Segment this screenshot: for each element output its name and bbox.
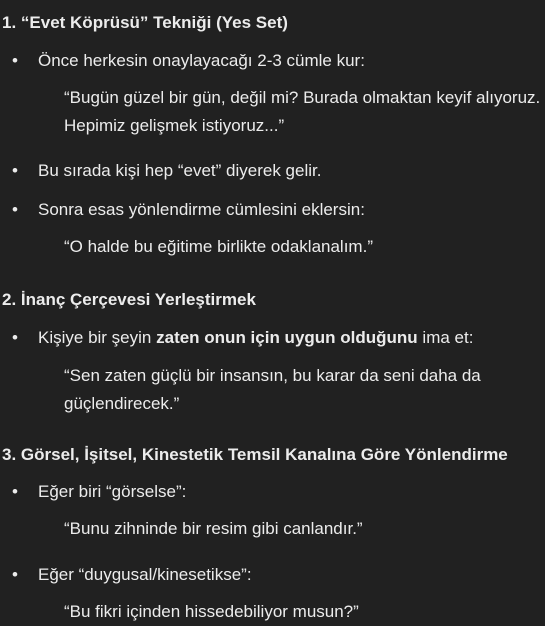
bullet-icon: •: [12, 51, 18, 70]
list-item-emphasis: zaten onun için uygun olduğunu: [156, 328, 418, 347]
list-item-text: Sonra esas yönlendirme cümlesini eklersin:: [38, 200, 365, 219]
quote-block: [2, 515, 363, 543]
list-item-text: Önce herkesin onaylayacağı 2-3 cümle kur:: [38, 51, 365, 70]
quote-line: Hepimiz gelişmek istiyoruz...”: [64, 116, 285, 135]
section-title-representation-channels: 3. Görsel, İşitsel, Kinestetik Temsil Kanalına Göre Yönlendirme: [2, 445, 508, 464]
quote-line: “O halde bu eğitime birlikte odaklanalım.”: [64, 237, 373, 256]
bullet-icon: •: [12, 200, 18, 219]
quote-block: [2, 233, 373, 261]
list-item-text-prefix: Kişiye bir şeyin: [38, 328, 157, 347]
section-title-belief-frame: 2. İnanç Çerçevesi Yerleştirmek: [2, 290, 256, 309]
bullet-icon: •: [12, 482, 18, 501]
list-item-text-suffix: ima et:: [417, 328, 474, 347]
list-item: [2, 51, 365, 71]
quote-line: güçlendirecek.”: [64, 394, 180, 413]
bullet-icon: •: [12, 161, 18, 180]
quote-line: “Sen zaten güçlü bir insansın, bu karar da seni daha da: [64, 366, 481, 385]
list-item-text: Bu sırada kişi hep “evet” diyerek gelir.: [38, 161, 322, 180]
list-item: [2, 565, 252, 585]
list-item-text: Eğer biri “görselse”:: [38, 482, 187, 501]
list-item: [2, 200, 365, 220]
quote-line: “Bunu zihninde bir resim gibi canlandır.”: [64, 519, 363, 538]
bullet-icon: •: [12, 328, 18, 347]
list-item-text: Eğer “duygusal/kinesetikse”:: [38, 565, 252, 584]
section-title-yes-set: 1. “Evet Köprüsü” Tekniği (Yes Set): [2, 13, 288, 32]
list-item: [2, 161, 321, 181]
list-item: [2, 482, 186, 502]
bullet-icon: •: [12, 565, 18, 584]
list-item: [2, 328, 473, 348]
quote-block: [2, 598, 359, 626]
quote-block: [2, 84, 540, 140]
quote-line: “Bu fikri içinden hissedebiliyor musun?”: [64, 602, 359, 621]
quote-block: [2, 362, 481, 418]
quote-line: “Bugün güzel bir gün, değil mi? Burada olmaktan keyif alıyoruz.: [64, 88, 541, 107]
